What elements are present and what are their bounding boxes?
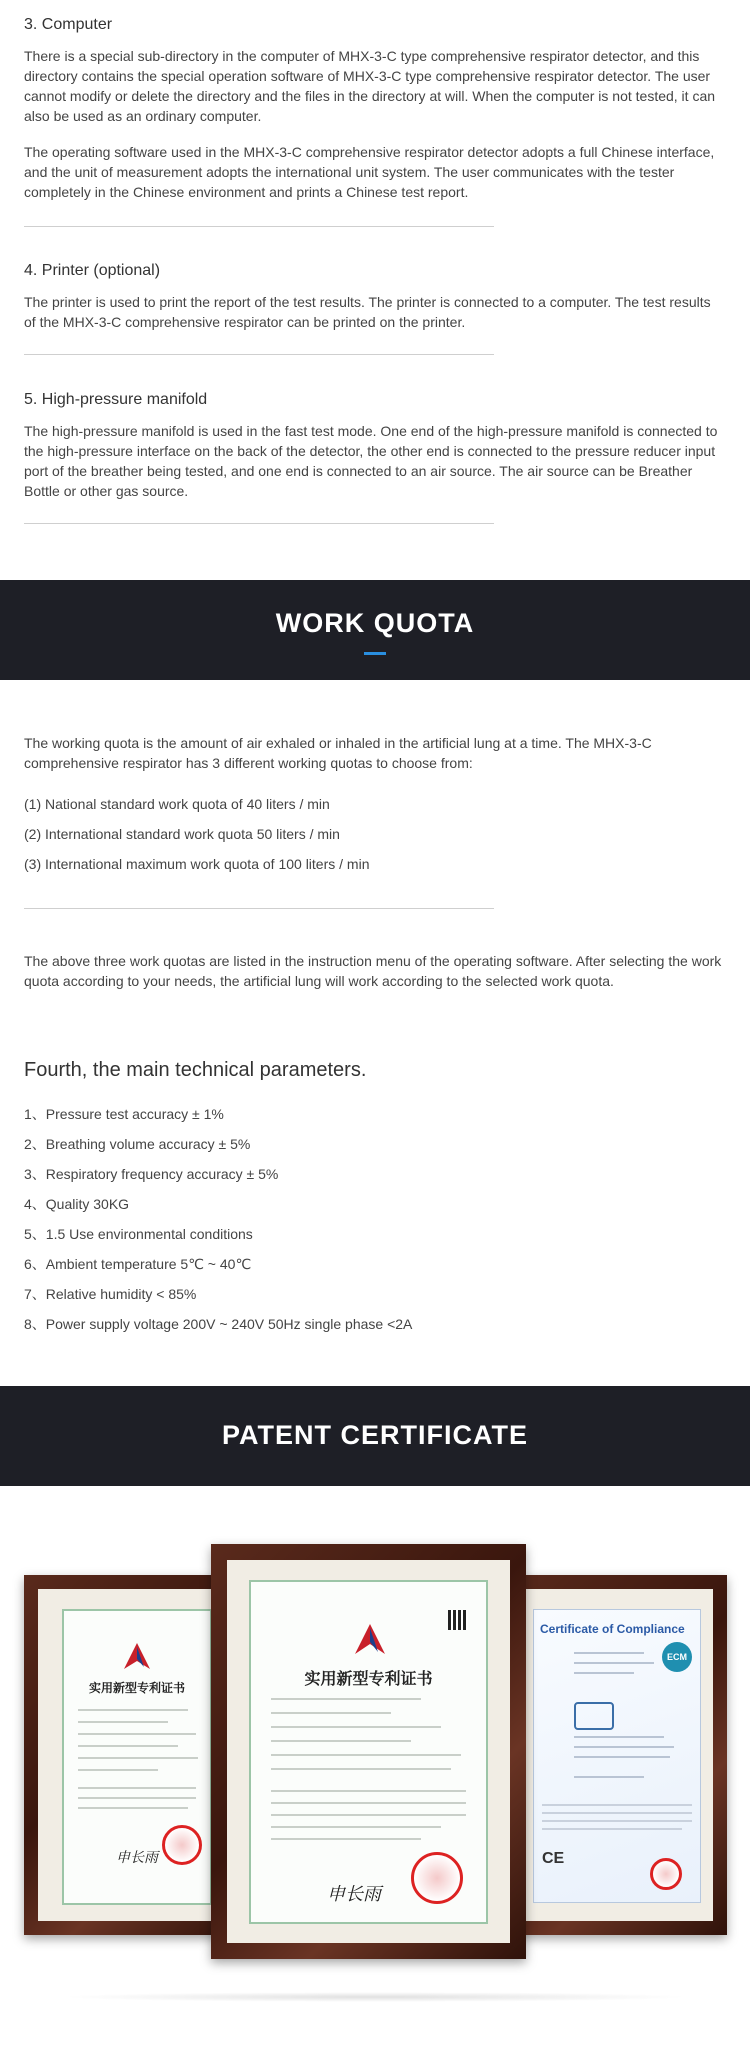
floor-shadow <box>60 1992 690 2002</box>
printer-paragraph: The printer is used to print the report of the test results. The printer is connected to a computer. The test results of the MHX-3-C comprehensive respirator can be printed on the printer. <box>24 294 711 330</box>
printer-heading-wrap <box>24 262 726 280</box>
center-certificate-frame <box>211 1544 526 1959</box>
computer-paragraph-2: The operating software used in the MHX-3-C comprehensive respirator detector adopts a full Chinese interface, and the unit of measurement adopts the international unit system. The user communicates with the tester completely in the Chinese environment and prints a Chinese test report. <box>24 144 715 200</box>
certificate-title: 实用新型专利证书 <box>88 1681 185 1695</box>
ecm-logo-icon <box>574 1702 614 1730</box>
patent-banner <box>0 1386 750 1486</box>
red-seal-icon <box>162 1825 202 1865</box>
divider <box>24 354 494 355</box>
ce-mark-icon: CE <box>542 1850 565 1867</box>
work-quota-outro: The above three work quotas are listed in the instruction menu of the operating software. After selecting the work quota according to your needs, the artificial lung will work according to the selected work quota. <box>24 953 722 989</box>
red-seal-icon <box>650 1858 682 1890</box>
work-quota-title: WORK QUOTA <box>275 608 475 638</box>
work-quota-intro: The working quota is the amount of air exhaled or inhaled in the artificial lung at a time. The MHX-3-C comprehensive respirator has 3 different working quotas to choose from: <box>24 735 652 771</box>
manifold-heading-wrap <box>24 391 726 409</box>
certificate-title: 实用新型专利证书 <box>304 1669 433 1688</box>
work-quota-item: (2) International standard work quota 50 liters / min <box>24 826 340 842</box>
right-certificate-frame <box>505 1575 727 1935</box>
param-item: 5、1.5 Use environmental conditions <box>24 1226 253 1242</box>
computer-paragraph-1: There is a special sub-directory in the computer of MHX-3-C type comprehensive respirator detector, and this directory contains the special operation software of MHX-3-C type comprehensive respirator detector. The user cannot modify or delete the directory and the files in the directory at will. When the computer is not tested, it can also be used as an ordinary computer. <box>24 48 716 124</box>
param-item: 4、Quality 30KG <box>24 1196 130 1212</box>
param-item: 1、Pressure test accuracy ± 1% <box>24 1106 224 1122</box>
manifold-paragraph: The high-pressure manifold is used in the fast test mode. One end of the high-pressure manifold is connected to the high-pressure interface on the back of the detector, the other end is connected to the pressure reducer input port of the breather being tested, and one end is connected to an air source. The air source can be Breather Bottle or other gas source. <box>24 423 718 499</box>
param-item: 6、Ambient temperature 5℃ ~ 40℃ <box>24 1256 252 1272</box>
patent-title: PATENT CERTIFICATE <box>222 1420 528 1450</box>
certificate-signature: 申长雨 <box>327 1884 381 1905</box>
patent-certificate-center <box>249 1580 488 1924</box>
work-quota-item: (1) National standard work quota of 40 liters / min <box>24 796 330 812</box>
patent-certificate-left <box>62 1609 212 1905</box>
ecm-badge-icon: ECM <box>662 1642 692 1672</box>
divider <box>24 523 494 524</box>
ce-certificate <box>533 1609 701 1903</box>
work-quota-item: (3) International maximum work quota of 100 liters / min <box>24 856 370 872</box>
param-item: 3、Respiratory frequency accuracy ± 5% <box>24 1166 279 1182</box>
manifold-heading: 5. High-pressure manifold <box>24 391 208 408</box>
patent-logo-icon <box>353 1622 387 1658</box>
param-item: 7、Relative humidity < 85% <box>24 1286 197 1302</box>
printer-heading: 4. Printer (optional) <box>24 262 161 279</box>
patent-logo-icon <box>122 1641 152 1673</box>
red-seal-icon <box>411 1852 463 1904</box>
work-quota-banner <box>0 580 750 680</box>
param-item: 2、Breathing volume accuracy ± 5% <box>24 1136 251 1152</box>
certificate-signature: 申长雨 <box>116 1850 158 1866</box>
computer-section <box>24 16 726 34</box>
divider <box>24 908 494 909</box>
ce-certificate-title: Certificate of Compliance <box>540 1622 685 1636</box>
divider <box>24 226 494 227</box>
title-accent-bar <box>364 652 386 655</box>
param-item: 8、Power supply voltage 200V ~ 240V 50Hz single phase <2A <box>24 1316 413 1332</box>
computer-heading: 3. Computer <box>24 16 113 33</box>
qr-code-icon <box>448 1610 468 1630</box>
params-heading: Fourth, the main technical parameters. <box>24 1059 367 1081</box>
